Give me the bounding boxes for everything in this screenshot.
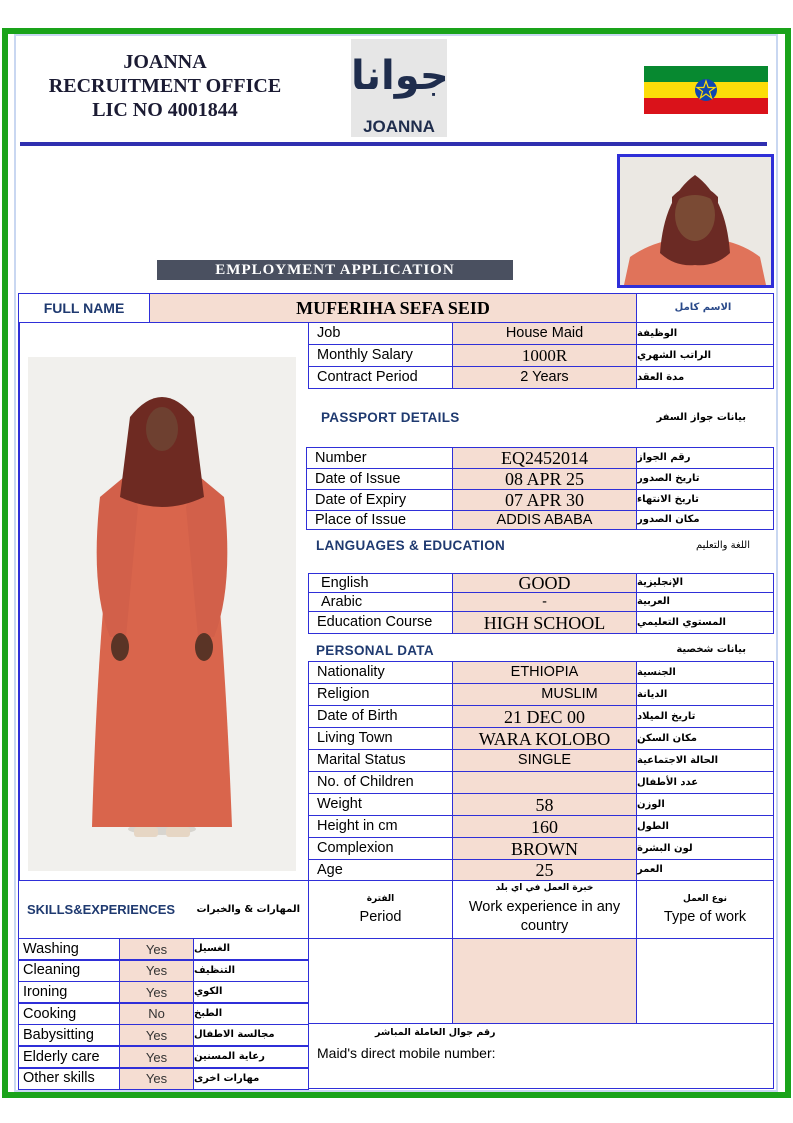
personal-row-label: Complexion (308, 837, 453, 860)
personal-row-value: 160 (452, 815, 637, 838)
education-label: Education Course (308, 611, 453, 634)
skill-label: Cleaning (18, 960, 120, 982)
type-header (636, 880, 774, 939)
full-name-value: MUFERIHA SEFA SEID (149, 293, 637, 323)
country-header (452, 880, 637, 939)
type-header-ar: نوع العمل (683, 893, 727, 904)
office-line-1: JOANNA (123, 51, 207, 73)
skill-label-ar: مجالسة الاطفال (193, 1024, 309, 1046)
full-body-photo (28, 357, 296, 871)
issue-date-ar: تاريخ الصدور (636, 468, 774, 490)
period-cell[interactable] (308, 938, 453, 1024)
personal-row-value: MUSLIM (452, 683, 637, 706)
education-ar: المستوي التعليمي (636, 611, 774, 634)
portrait-photo (617, 154, 774, 288)
office-name (20, 50, 310, 122)
languages-title-ar: اللغة والتعليم (696, 540, 750, 551)
salary-label: Monthly Salary (308, 344, 453, 367)
skill-value: Yes (119, 1046, 194, 1068)
joanna-logo (351, 39, 447, 137)
type-cell[interactable] (636, 938, 774, 1024)
skill-label-ar: الطبخ (193, 1003, 309, 1025)
job-label-ar: الوظيفة (636, 322, 774, 345)
personal-row-value: BROWN (452, 837, 637, 860)
personal-row-label: Marital Status (308, 749, 453, 772)
skill-label: Babysitting (18, 1024, 120, 1046)
passport-title: PASSPORT DETAILS (321, 410, 460, 425)
skill-value: Yes (119, 1068, 194, 1090)
personal-row-value: ETHIOPIA (452, 661, 637, 684)
skill-value: Yes (119, 981, 194, 1003)
english-value: GOOD (452, 573, 637, 593)
place-of-issue-ar: مكان الصدور (636, 510, 774, 530)
skills-title: SKILLS&EXPERIENCES (27, 902, 176, 917)
personal-row-value: 58 (452, 793, 637, 816)
personal-row-label: Date of Birth (308, 705, 453, 728)
period-header (308, 880, 453, 939)
skill-value: No (119, 1003, 194, 1025)
passport-title-ar: بيانات جواز السفر (656, 412, 746, 423)
skill-label: Cooking (18, 1003, 120, 1025)
skill-value: Yes (119, 1024, 194, 1046)
personal-title-ar: بيانات شخصية (676, 644, 746, 655)
mobile-number-box[interactable] (308, 1023, 774, 1089)
employment-application-banner: EMPLOYMENT APPLICATION (157, 260, 513, 280)
english-ar: الإنجليزية (636, 573, 774, 593)
period-header-ar: الفترة (366, 893, 395, 904)
english-label: English (308, 573, 453, 593)
personal-row-label-ar: مكان السكن (636, 727, 774, 750)
country-cell[interactable] (452, 938, 637, 1024)
salary-label-ar: الراتب الشهري (636, 344, 774, 367)
place-of-issue-label: Place of Issue (306, 510, 453, 530)
expiry-date-value: 07 APR 30 (452, 489, 637, 511)
expiry-date-ar: تاريخ الانتهاء (636, 489, 774, 511)
skill-label: Elderly care (18, 1046, 120, 1068)
passport-number-value: EQ2452014 (452, 447, 637, 469)
skill-label-ar: رعاية المسنين (193, 1046, 309, 1068)
personal-row-value: WARA KOLOBO (452, 727, 637, 750)
mobile-label: Maid's direct mobile number: (317, 1044, 496, 1061)
skill-value: Yes (119, 938, 194, 960)
personal-row-label-ar: لون البشرة (636, 837, 774, 860)
skill-label: Ironing (18, 981, 120, 1003)
expiry-date-label: Date of Expiry (306, 489, 453, 511)
country-header-ar: خبرة العمل في اي بلد (495, 883, 594, 894)
personal-row-label: Height in cm (308, 815, 453, 838)
personal-row-label: Religion (308, 683, 453, 706)
arabic-ar: العربية (636, 592, 774, 612)
skill-label-ar: مهارات اخرى (193, 1068, 309, 1090)
office-line-3: LIC NO 4001844 (92, 99, 238, 121)
country-header-label: Work experience in any country (468, 899, 621, 934)
skill-label-ar: التنظيف (193, 960, 309, 982)
mobile-label-ar: رقم جوال العاملة المباشر (375, 1027, 496, 1038)
type-header-label: Type of work (663, 908, 747, 925)
personal-row-label-ar: الحالة الاجتماعية (636, 749, 774, 772)
skills-header (18, 880, 309, 939)
personal-row-value: SINGLE (452, 749, 637, 772)
passport-number-ar: رقم الجواز (636, 447, 774, 469)
personal-row-label-ar: الديانة (636, 683, 774, 706)
issue-date-label: Date of Issue (306, 468, 453, 490)
skill-label: Other skills (18, 1068, 120, 1090)
left-border (18, 322, 20, 881)
personal-title: PERSONAL DATA (316, 643, 434, 658)
personal-row-value: 25 (452, 859, 637, 881)
job-value: House Maid (452, 322, 637, 345)
contract-label: Contract Period (308, 366, 453, 389)
personal-row-label: Living Town (308, 727, 453, 750)
full-name-label-ar: الاسم كامل (636, 293, 774, 323)
period-header-label: Period (359, 908, 402, 925)
personal-row-value (452, 771, 637, 794)
contract-value: 2 Years (452, 366, 637, 389)
personal-row-label-ar: العمر (636, 859, 774, 881)
personal-row-label-ar: الجنسية (636, 661, 774, 684)
personal-row-label: Age (308, 859, 453, 881)
place-of-issue-value: ADDIS ABABA (452, 510, 637, 530)
languages-title: LANGUAGES & EDUCATION (316, 538, 506, 553)
personal-row-label: No. of Children (308, 771, 453, 794)
salary-value: 1000R (452, 344, 637, 367)
arabic-label: Arabic (308, 592, 453, 612)
personal-row-label-ar: عدد الأطفال (636, 771, 774, 794)
skill-label-ar: الغسيل (193, 938, 309, 960)
personal-row-label-ar: الطول (636, 815, 774, 838)
personal-row-label: Nationality (308, 661, 453, 684)
full-name-label: FULL NAME (18, 293, 150, 323)
skills-title-ar: المهارات & والخبرات (196, 903, 300, 915)
skill-label-ar: الكوي (193, 981, 309, 1003)
personal-row-label-ar: الوزن (636, 793, 774, 816)
personal-row-value: 21 DEC 00 (452, 705, 637, 728)
ethiopia-flag-icon (644, 66, 768, 114)
passport-number-label: Number (306, 447, 453, 469)
issue-date-value: 08 APR 25 (452, 468, 637, 490)
office-line-2: RECRUITMENT OFFICE (48, 75, 282, 97)
job-label: Job (308, 322, 453, 345)
arabic-value: - (452, 592, 637, 612)
skill-value: Yes (119, 960, 194, 982)
logo-english: JOANNA (363, 117, 435, 136)
contract-label-ar: مدة العقد (636, 366, 774, 389)
logo-arabic: جوانا (351, 53, 449, 99)
personal-row-label-ar: تاريخ الميلاد (636, 705, 774, 728)
header-divider (20, 142, 767, 146)
education-value: HIGH SCHOOL (452, 611, 637, 634)
skill-label: Washing (18, 938, 120, 960)
personal-row-label: Weight (308, 793, 453, 816)
